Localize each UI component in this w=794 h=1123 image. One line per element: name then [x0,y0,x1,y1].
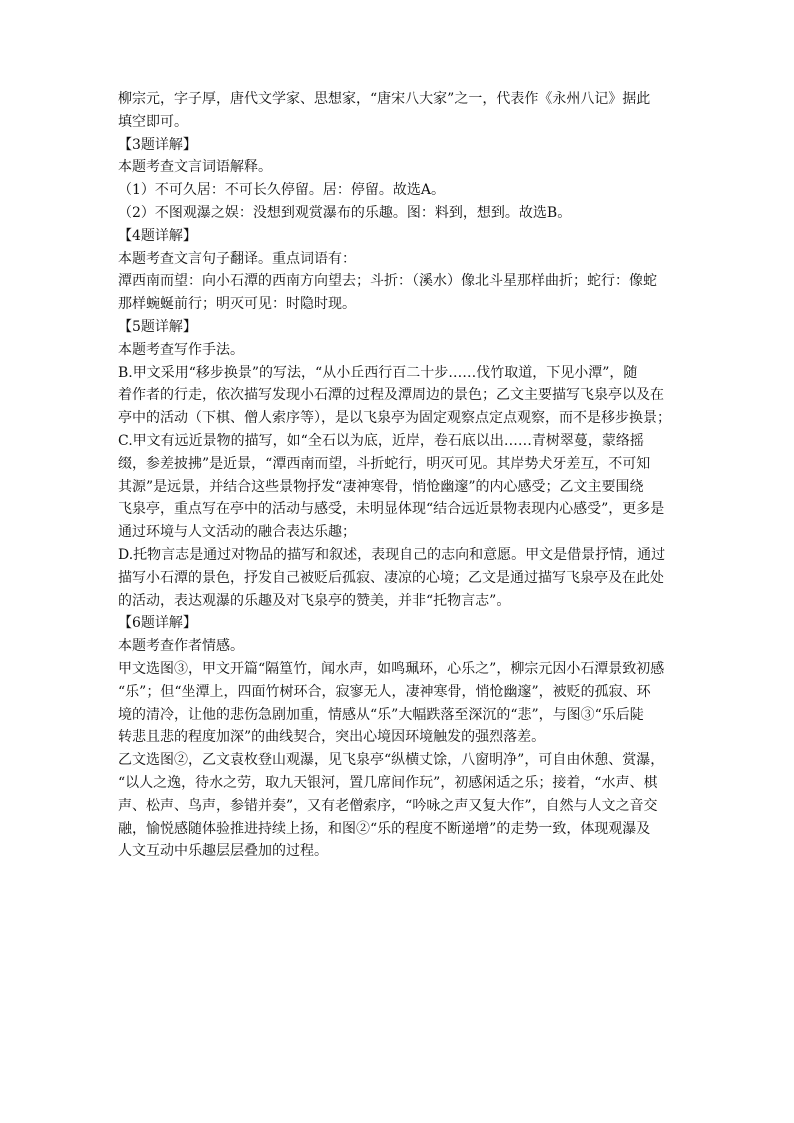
text-line: 通过环境与人文活动的融合表达乐趣； [118,524,356,541]
text-line: （2）不图观瀑之娱：没想到观赏瀑布的乐趣。图：料到，想到。故选B。 [118,204,572,221]
text-line: 本题考查文言句子翻译。重点词语有： [118,250,356,267]
text-line: C.甲文有远近景物的描写，如“全石以为底，近岸，卷石底以出……青树翠蔓，蒙络摇 [118,432,644,449]
text-line: （1）不可久居：不可长久停留。居：停留。故选A。 [118,182,446,199]
text-line: 本题考查作者情感。 [118,638,244,655]
text-line: 乙文选图②，乙文袁枚登山观瀑，见飞泉亭“纵横丈馀，八窗明净”，可自由休憩、赏瀑， [118,752,665,769]
text-line: D.托物言志是通过对物品的描写和叙述，表现自己的志向和意愿。甲文是借景抒情，通过 [118,546,666,563]
text-line: 填空即可。 [118,113,188,130]
text-line: 亭中的活动（下棋、僧人索序等），是以飞泉亭为固定观察点定点观察，而不是移步换景； [118,410,671,427]
text-line: 本题考查文言词语解释。 [118,159,272,176]
text-line: “以人之逸，待水之劳，取九天银河，置几席间作玩”，初感闲适之乐；接着，“水声、棋 [118,774,658,791]
text-line: 描写小石潭的景色，抒发自己被贬后孤寂、凄凉的心境；乙文是通过描写飞泉亭及在此处 [118,569,664,586]
text-line: 的活动，表达观瀑的乐趣及对飞泉亭的赞美，并非“托物言志”。 [118,592,511,609]
text-line: 着作者的行走，依次描写发现小石潭的过程及潭周边的景色；乙文主要描写飞泉亭以及在 [118,387,664,404]
text-line: 潭西南而望：向小石潭的西南方向望去；斗折：（溪水）像北斗星那样曲折；蛇行：像蛇 [118,273,657,290]
text-line: 甲文选图③，甲文开篇“隔篁竹，闻水声，如鸣珮环，心乐之”，柳宗元因小石潭景致初感 [118,660,665,677]
section-heading-q6: 【6题详解】 [118,615,197,632]
text-line: 境的清冷，让他的悲伤急剧加重，情感从“乐”大幅跌落至深沉的“悲”，与图③“乐后陡 [118,706,644,723]
text-line: 柳宗元，字子厚，唐代文学家、思想家，“唐宋八大家”之一，代表作《永州八记》据此 [118,91,651,107]
section-heading-q3: 【3题详解】 [118,136,197,153]
text-line: B.甲文采用“移步换景”的写法，“从小丘西行百二十步……伐竹取道，下见小潭”，随 [118,364,638,381]
text-line: 本题考查写作手法。 [118,341,244,358]
text-line: 飞泉亭，重点写在亭中的活动与感受，未明显体现“结合远近景物表现内心感受”，更多是 [118,501,665,518]
text-line: 转悲且悲的程度加深”的曲线契合，突出心境因环境触发的强烈落差。 [118,729,546,746]
section-heading-q5: 【5题详解】 [118,318,197,335]
text-line: 缀，参差披拂”是近景，“潭西南而望，斗折蛇行，明灭可见。其岸势犬牙差互，不可知 [118,455,651,472]
text-line: 那样蜿蜒前行；明灭可见：时隐时现。 [118,296,356,313]
section-heading-q4: 【4题详解】 [118,227,197,244]
answer-explanation-body [118,88,678,863]
text-line: “乐”；但“坐潭上，四面竹树环合，寂寥无人，凄神寒骨，悄怆幽邃”，被贬的孤寂、环 [118,683,651,700]
text-line: 融，愉悦感随体验推进持续上扬，和图②“乐的程度不断递增”的走势一致，体现观瀑及 [118,820,651,837]
text-line: 其源”是远景，并结合这些景物抒发“凄神寒骨，悄怆幽邃”的内心感受；乙文主要围绕 [118,478,644,495]
text-line: 声、松声、鸟声，参错并奏”，又有老僧索序，“吟咏之声又复大作”，自然与人文之音交 [118,797,658,814]
text-line: 人文互动中乐趣层层叠加的过程。 [118,843,328,860]
